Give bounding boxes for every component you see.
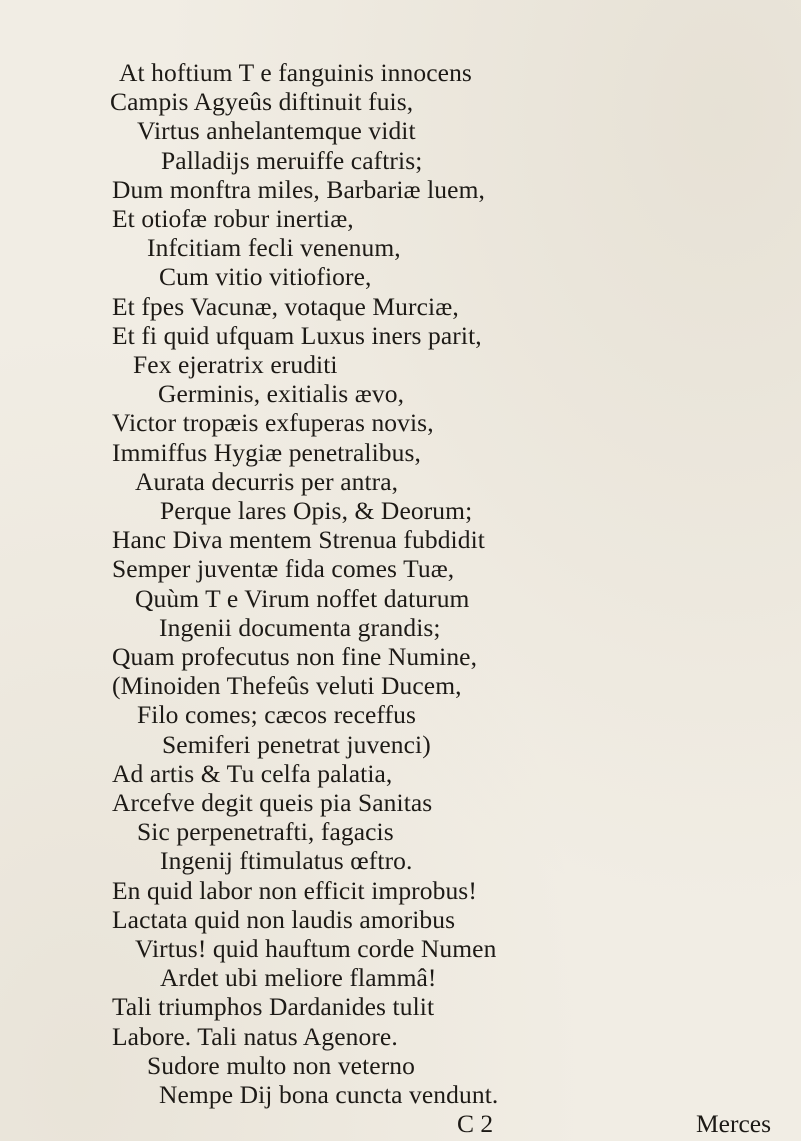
poem-line: At hoftium T e fanguinis innocens — [119, 58, 472, 87]
poem-line: Campis Agyeûs diftinuit fuis, — [110, 87, 414, 117]
poem-line: Et fi quid ufquam Luxus iners parit, — [112, 320, 482, 350]
poem-line: Quam profecutus non fine Numine, — [112, 642, 478, 671]
poem-line: Semiferi penetrat juvenci) — [162, 729, 431, 759]
poem-line: Ardet ubi meliore flammâ! — [160, 963, 437, 993]
signature-mark: C 2 — [457, 1109, 494, 1139]
poem-line: Germinis, exitialis ævo, — [158, 379, 405, 409]
poem-line: Et fpes Vacunæ, votaque Murciæ, — [112, 291, 459, 321]
poem-line: Nempe Dij bona cuncta vendunt. — [159, 1080, 499, 1109]
poem-line: Hanc Diva mentem Strenua fubdidit — [112, 525, 485, 555]
poem-line: Ingenij ftimulatus œftro. — [160, 846, 413, 876]
poem-line: Labore. Tali natus Agenore. — [112, 1021, 398, 1051]
poem-line: Ingenii documenta grandis; — [159, 612, 441, 642]
poem-line: Lactata quid non laudis amoribus — [112, 904, 456, 934]
poem-line: Cum vitio vitiofiore, — [159, 262, 372, 292]
poem-line: (Minoiden Thefeûs veluti Ducem, — [112, 671, 462, 701]
poem-line: Dum monftra miles, Barbariæ luem, — [112, 174, 485, 204]
poem-line: Palladijs meruiffe caftris; — [161, 145, 423, 175]
poem-line: Arcefve degit queis pia Sanitas — [112, 788, 433, 817]
catchword: Merces — [696, 1109, 772, 1139]
poem-line: Victor tropæis exfuperas novis, — [112, 408, 434, 438]
poem-line: Quùm T e Virum noffet daturum — [135, 583, 470, 613]
poem-line: Aurata decurris per antra, — [135, 466, 399, 496]
poem-line: Perque lares Opis, & Deorum; — [160, 496, 473, 525]
poem-line: Ad artis & Tu celfa palatia, — [112, 758, 393, 788]
poem-line: En quid labor non efficit improbus! — [112, 875, 477, 905]
poem-line: Et otiofæ robur inertiæ, — [112, 204, 354, 233]
poem-line: Fex ejeratrix eruditi — [133, 350, 338, 379]
poem-line: Tali triumphos Dardanides tulit — [112, 992, 435, 1022]
poem-line: Virtus! quid hauftum corde Numen — [135, 934, 497, 963]
poem-line: Filo comes; cæcos receffus — [137, 700, 417, 730]
poem-line: Sudore multo non veterno — [147, 1050, 415, 1080]
poem-line: Infcitiam fecli venenum, — [147, 233, 401, 263]
poem-line: Semper juventæ fida comes Tuæ, — [112, 554, 455, 584]
poem-line: Immiffus Hygiæ penetralibus, — [112, 437, 421, 467]
poem-line: Sic perpenetrafti, fagacis — [137, 817, 394, 847]
poem-line: Virtus anhelantemque vidit — [137, 116, 416, 146]
